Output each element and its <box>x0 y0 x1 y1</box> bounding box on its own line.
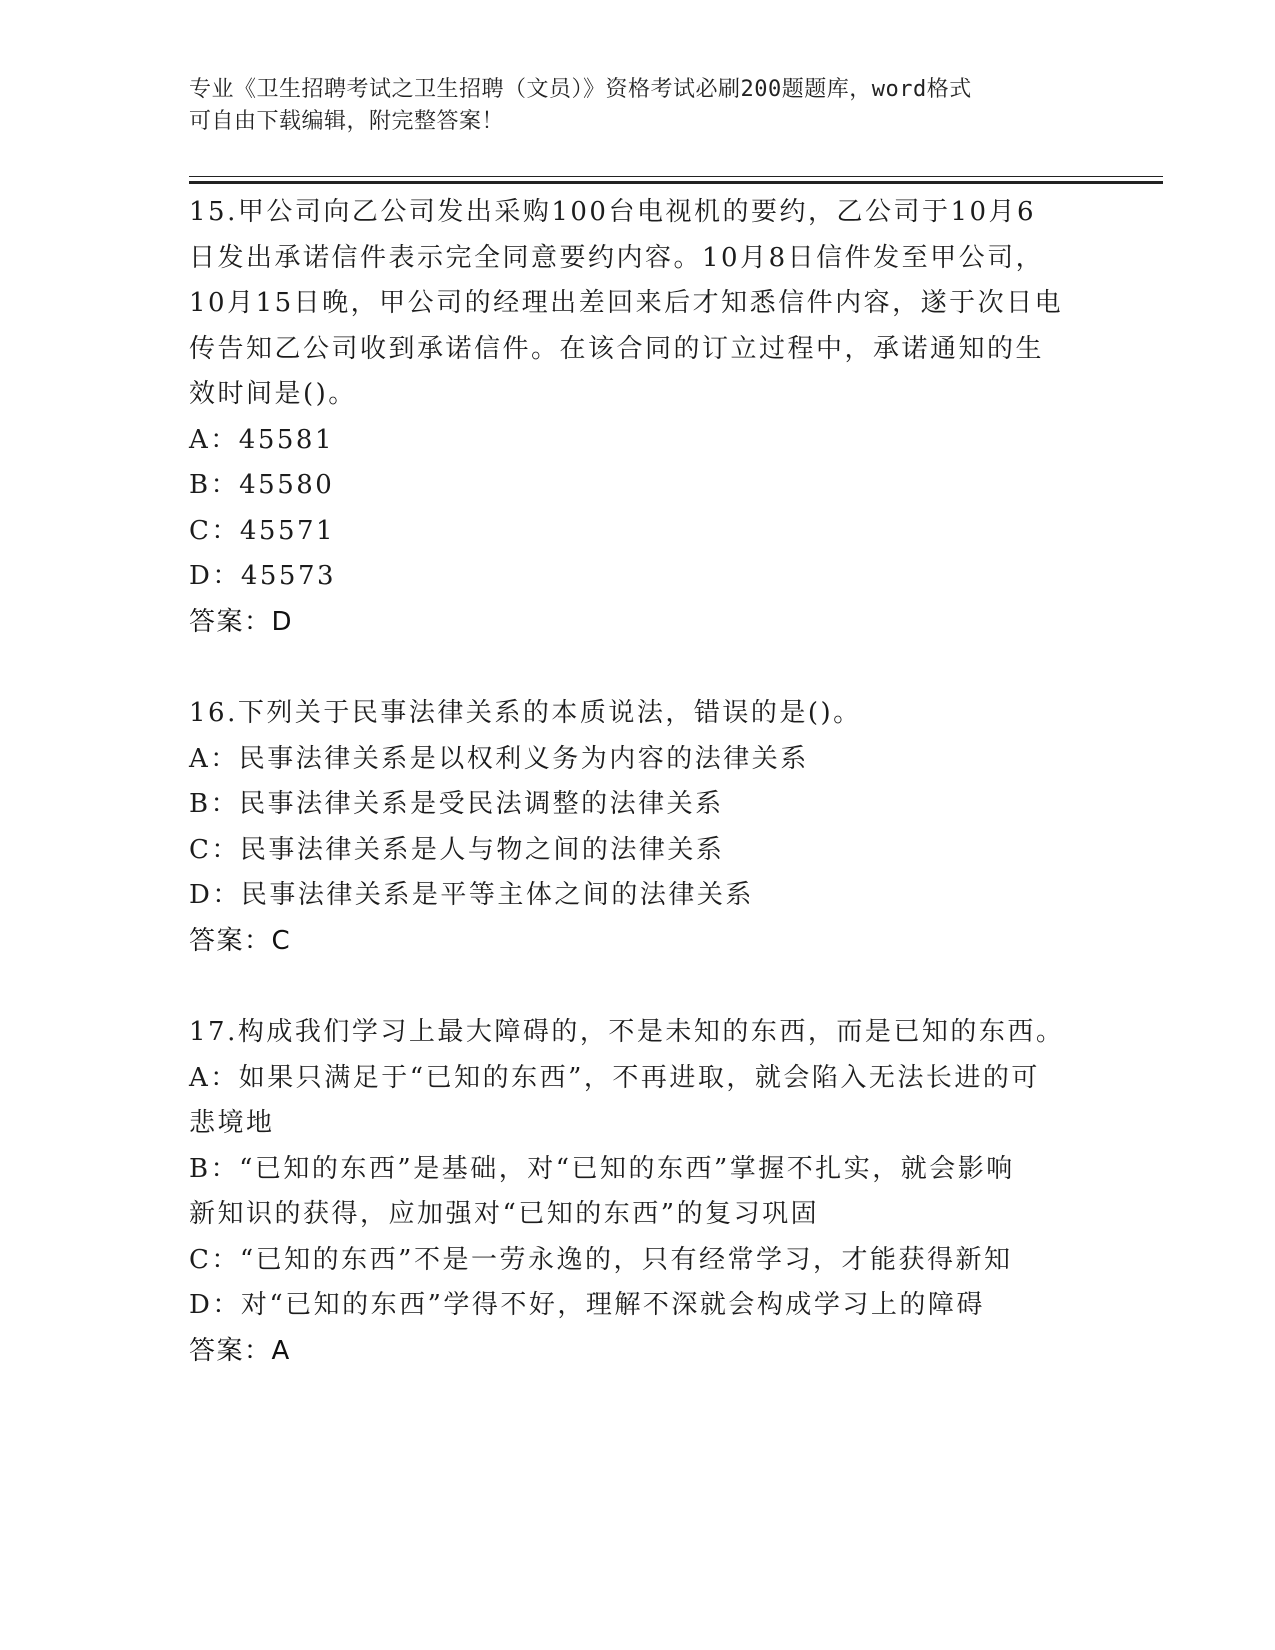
option-b: B：民事法律关系是受民法调整的法律关系 <box>189 789 724 819</box>
option-b-continued: 新知识的获得，应加强对“已知的东西”的复习巩固 <box>189 1199 820 1229</box>
question-text-line: 传告知乙公司收到承诺信件。在该合同的订立过程中，承诺通知的生 <box>189 333 1045 364</box>
header-divider-thick <box>189 181 1163 184</box>
option-d: D：民事法律关系是平等主体之间的法律关系 <box>189 880 754 910</box>
option-b: B：“已知的东西”是基础，对“已知的东西”掌握不扎实，就会影响 <box>189 1153 1015 1184</box>
option-b: B：45580 <box>189 470 335 500</box>
option-a: A：民事法律关系是以权利义务为内容的法律关系 <box>189 743 809 774</box>
question-spacer <box>189 645 1089 691</box>
option-a-continued: 悲境地 <box>189 1108 275 1138</box>
question-list <box>189 190 1089 1374</box>
question-15 <box>189 190 1089 645</box>
question-text-line: 日发出承诺信件表示完全同意要约内容。10月8日信件发至甲公司， <box>189 242 1045 273</box>
question-text-line: 10月15日晚，甲公司的经理出差回来后才知悉信件内容，遂于次日电 <box>189 288 1064 318</box>
option-d: D：对“已知的东西”学得不好，理解不深就会构成学习上的障碍 <box>189 1290 985 1320</box>
answer-line: 答案：D <box>189 606 294 637</box>
header-divider-thin <box>189 176 1163 177</box>
question-spacer <box>189 964 1089 1010</box>
question-text-line: 效时间是()。 <box>189 379 357 409</box>
option-c: C：“已知的东西”不是一劳永逸的，只有经常学习，才能获得新知 <box>189 1244 1013 1275</box>
option-d: D：45573 <box>189 561 337 591</box>
option-a: A：45581 <box>189 424 334 455</box>
question-17 <box>189 1010 1089 1374</box>
answer-line: 答案：C <box>189 925 292 956</box>
question-16 <box>189 691 1089 964</box>
header-line-2: 可自由下载编辑，附完整答案！ <box>189 109 505 134</box>
document-header <box>189 74 1079 138</box>
answer-line: 答案：A <box>189 1335 291 1366</box>
option-a: A：如果只满足于“已知的东西”，不再进取，就会陷入无法长进的可 <box>189 1062 1040 1093</box>
question-text-line: 16.下列关于民事法律关系的本质说法，错误的是()。 <box>189 698 862 728</box>
header-line-1: 专业《卫生招聘考试之卫生招聘（文员）》资格考试必刷200题题库，word格式 <box>189 77 972 102</box>
option-c: C：45571 <box>189 515 336 546</box>
question-text-line: 17.构成我们学习上最大障碍的，不是未知的东西，而是已知的东西。 <box>189 1017 1065 1047</box>
option-c: C：民事法律关系是人与物之间的法律关系 <box>189 834 725 865</box>
question-text-line: 15.甲公司向乙公司发出采购100台电视机的要约，乙公司于10月6 <box>189 197 1037 227</box>
